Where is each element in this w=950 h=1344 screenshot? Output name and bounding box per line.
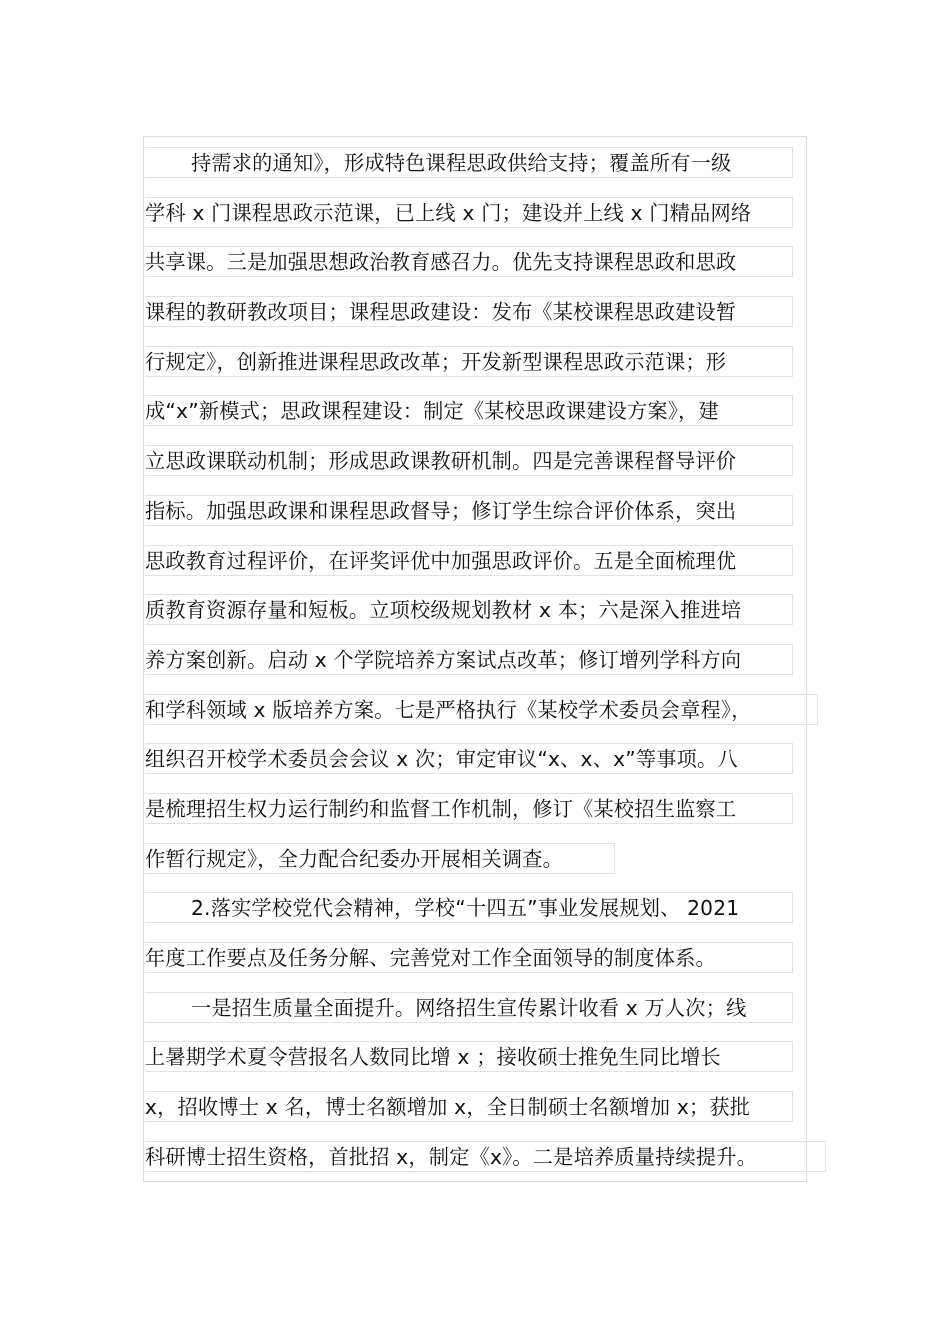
text-line bbox=[145, 485, 825, 535]
text-line-content: 养方案创新。启动 x 个学院培养方案试点改革；修订增列学科方向 bbox=[145, 644, 793, 675]
text-line-content: 是梳理招生权力运行制约和监督工作机制，修订《某校招生监察工 bbox=[145, 793, 793, 824]
text-line-content: 立思政课联动机制；形成思政课教研机制。四是完善课程督导评价 bbox=[145, 445, 793, 476]
text-line-content: 持需求的通知》，形成特色课程思政供给支持；覆盖所有一级 bbox=[145, 147, 793, 178]
text-line bbox=[145, 684, 825, 734]
text-line bbox=[145, 187, 825, 237]
text-line-content: 上暑期学术夏令营报名人数同比增 x ；接收硕士推免生同比增长 bbox=[145, 1041, 793, 1072]
text-line bbox=[145, 236, 825, 286]
text-line bbox=[145, 1131, 825, 1181]
text-line-content: 质教育资源存量和短板。立项校级规划教材 x 本；六是深入推进培 bbox=[145, 594, 793, 625]
text-line-content: 2.落实学校党代会精神，学校“十四五”事业发展规划、 2021 bbox=[145, 892, 793, 923]
text-line bbox=[145, 535, 825, 585]
text-line bbox=[145, 634, 825, 684]
text-line bbox=[145, 435, 825, 485]
text-line-content: 年度工作要点及任务分解、完善党对工作全面领导的制度体系。 bbox=[145, 942, 793, 973]
text-line-content: 和学科领域 x 版培养方案。七是严格执行《某校学术委员会章程》， bbox=[145, 694, 818, 725]
text-line-content: 行规定》，创新推进课程思政改革；开发新型课程思政示范课；形 bbox=[145, 346, 793, 377]
text-line bbox=[145, 385, 825, 435]
text-line bbox=[145, 1081, 825, 1131]
text-line-content: 成“x”新模式；思政课程建设：制定《某校思政课建设方案》，建 bbox=[145, 395, 793, 426]
text-line-content: 学科 x 门课程思政示范课，已上线 x 门；建设并上线 x 门精品网络 bbox=[145, 197, 793, 228]
text-line-content: x，招收博士 x 名，博士名额增加 x，全日制硕士名额增加 x；获批 bbox=[145, 1091, 793, 1122]
text-line bbox=[145, 733, 825, 783]
text-line-content: 共享课。三是加强思想政治教育感召力。优先支持课程思政和思政 bbox=[145, 246, 793, 277]
text-line bbox=[145, 982, 825, 1032]
text-line-content: 课程的教研教改项目；课程思政建设：发布《某校课程思政建设暂 bbox=[145, 296, 793, 327]
text-line bbox=[145, 286, 825, 336]
text-line bbox=[145, 137, 825, 187]
document-body bbox=[145, 137, 825, 1180]
text-line bbox=[145, 932, 825, 982]
text-line bbox=[145, 882, 825, 932]
text-line-content: 一是招生质量全面提升。网络招生宣传累计收看 x 万人次；线 bbox=[145, 992, 793, 1023]
text-line-content: 指标。加强思政课和课程思政督导；修订学生综合评价体系，突出 bbox=[145, 495, 793, 526]
text-line bbox=[145, 336, 825, 386]
text-line-content: 作暂行规定》，全力配合纪委办开展相关调查。 bbox=[145, 843, 615, 874]
text-line bbox=[145, 783, 825, 833]
text-line bbox=[145, 584, 825, 634]
text-line-content: 组织召开校学术委员会会议 x 次；审定审议“x、x、x”等事项。八 bbox=[145, 743, 793, 774]
text-line bbox=[145, 1031, 825, 1081]
text-line-content: 思政教育过程评价，在评奖评优中加强思政评价。五是全面梳理优 bbox=[145, 545, 793, 576]
text-line bbox=[145, 833, 825, 883]
text-line-content: 科研博士招生资格，首批招 x，制定《x》。二是培养质量持续提升。 bbox=[145, 1141, 826, 1172]
